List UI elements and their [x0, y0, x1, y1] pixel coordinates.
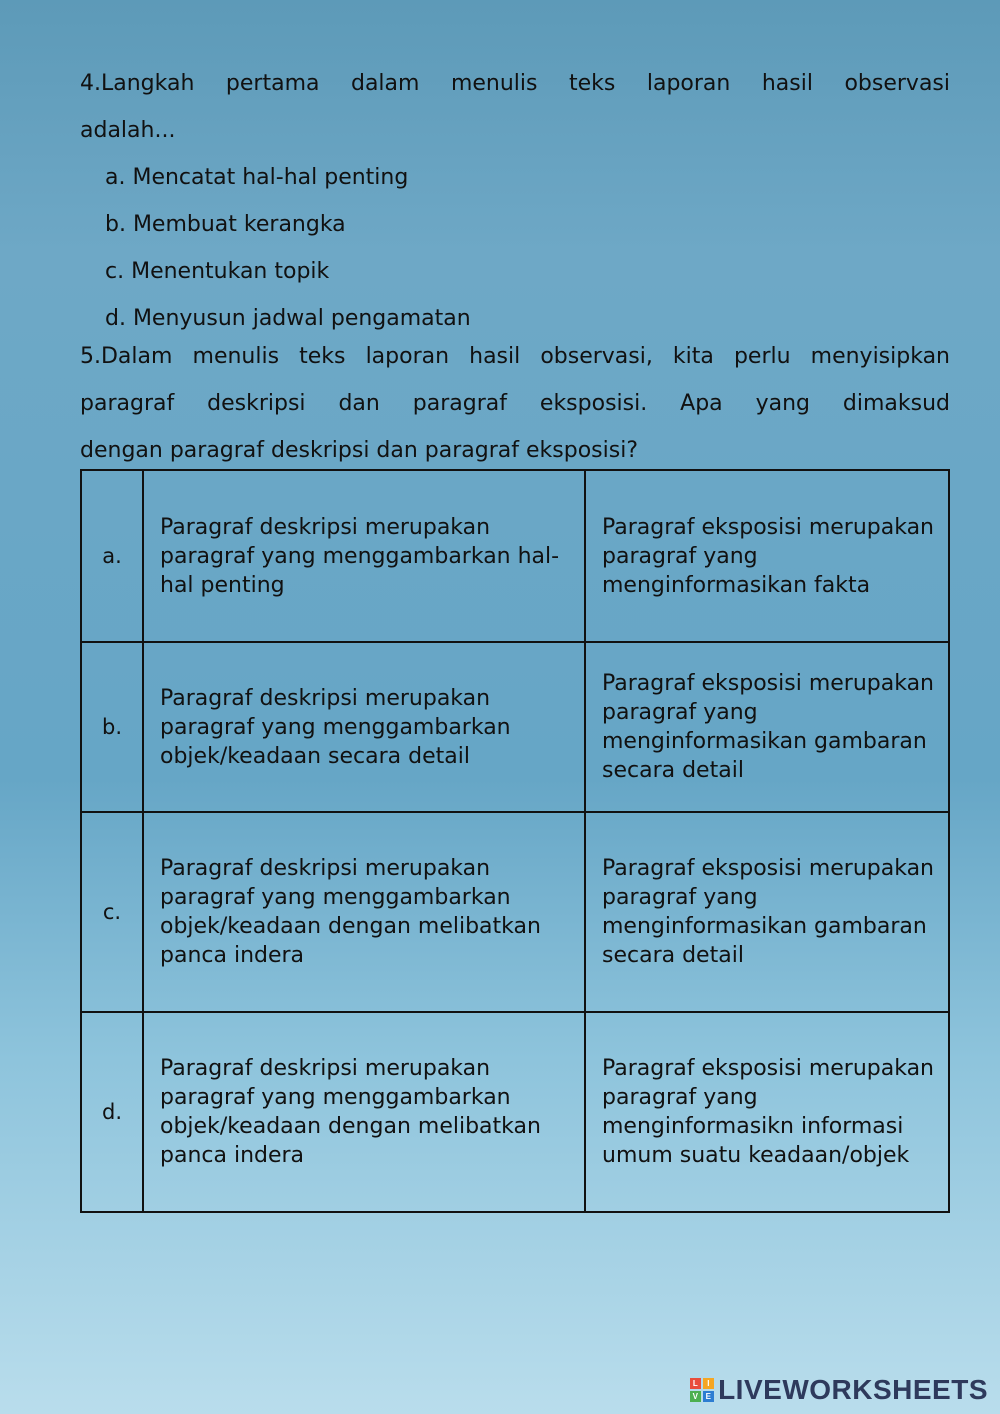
- answer-letter: d.: [81, 1012, 143, 1212]
- liveworksheets-logo: [690, 1374, 988, 1406]
- logo-mark-tile: E: [703, 1391, 714, 1402]
- deskripsi-cell: Paragraf deskripsi merupakan paragraf yang menggambarkan objek/keadaan secara detail: [143, 642, 585, 812]
- logo-mark-tile: V: [690, 1391, 701, 1402]
- deskripsi-cell: Paragraf deskripsi merupakan paragraf yang menggambarkan objek/keadaan dengan melibatkan panca indera: [143, 812, 585, 1012]
- option-d[interactable]: d. Menyusun jadwal pengamatan: [105, 306, 471, 331]
- answer-letter: c.: [81, 812, 143, 1012]
- answer-row-d[interactable]: [81, 1012, 949, 1212]
- option-b[interactable]: b. Membuat kerangka: [105, 212, 346, 237]
- option-a[interactable]: a. Mencatat hal-hal penting: [105, 165, 409, 190]
- answer-letter: b.: [81, 642, 143, 812]
- eksposisi-cell: Paragraf eksposisi merupakan paragraf yang menginformasikan gambaran secara detail: [585, 812, 949, 1012]
- logo-mark-tile: L: [690, 1378, 701, 1389]
- answer-letter: a.: [81, 470, 143, 642]
- question-5: [80, 333, 950, 474]
- question-5-line-3: dengan paragraf deskripsi dan paragraf eksposisi?: [80, 438, 638, 463]
- answer-row-c[interactable]: [81, 812, 949, 1012]
- deskripsi-cell: Paragraf deskripsi merupakan paragraf yang menggambarkan objek/keadaan dengan melibatkan panca indera: [143, 1012, 585, 1212]
- option-c[interactable]: c. Menentukan topik: [105, 259, 330, 284]
- eksposisi-cell: Paragraf eksposisi merupakan paragraf yang menginformasikan fakta: [585, 470, 949, 642]
- question-4-options: [105, 154, 471, 342]
- answer-row-b[interactable]: [81, 642, 949, 812]
- eksposisi-cell: Paragraf eksposisi merupakan paragraf yang menginformasikn informasi umum suatu keadaan/objek: [585, 1012, 949, 1212]
- answer-table: [80, 469, 950, 1213]
- deskripsi-cell: Paragraf deskripsi merupakan paragraf yang menggambarkan hal-hal penting: [143, 470, 585, 642]
- logo-mark-tile: I: [703, 1378, 714, 1389]
- answer-row-a[interactable]: [81, 470, 949, 642]
- question-4: [80, 60, 950, 154]
- question-5-line-1: 5.Dalam menulis teks laporan hasil observasi, kita perlu menyisipkan: [80, 344, 950, 369]
- question-4-line-2: adalah...: [80, 118, 176, 143]
- eksposisi-cell: Paragraf eksposisi merupakan paragraf yang menginformasikan gambaran secara detail: [585, 642, 949, 812]
- question-5-line-2: paragraf deskripsi dan paragraf eksposisi. Apa yang dimaksud: [80, 391, 950, 416]
- logo-text: LIVEWORKSHEETS: [718, 1374, 988, 1405]
- question-4-line-1: 4.Langkah pertama dalam menulis teks laporan hasil observasi: [80, 71, 950, 96]
- logo-mark-icon: [690, 1378, 714, 1402]
